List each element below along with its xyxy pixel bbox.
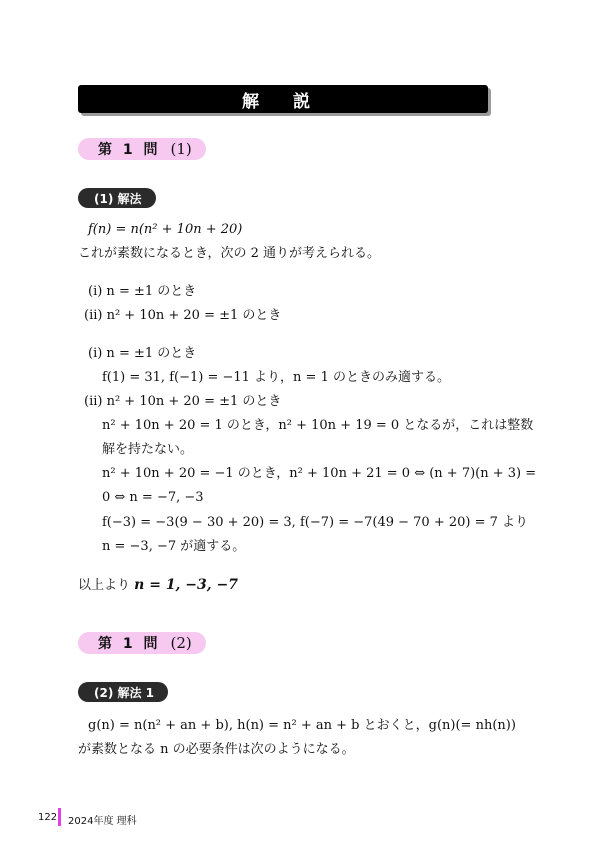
page-number: 122 [38, 812, 58, 823]
text-line: 0 ⇔ n = −7, −3 [102, 490, 204, 505]
section-part: (1) [170, 140, 192, 158]
text-line: g(n) = n(n² + an + b), h(n) = n² + an + b とおくと，g(n)(= nh(n)) [88, 718, 516, 733]
case-item: (ii) n² + 10n + 20 = ±1 のとき [84, 308, 282, 323]
section-label: 第 1 問 [98, 142, 161, 158]
section-heading-1-2 [78, 632, 206, 654]
case-item: (i) n = ±1 のとき [88, 284, 197, 299]
text-line: f(−3) = −3(9 − 30 + 20) = 3, f(−7) = −7(49 − 70 + 20) = 7 より [102, 515, 529, 530]
text-line: が素数となる n の必要条件は次のようになる。 [78, 742, 355, 757]
method-label-1: (1) 解法 [78, 188, 156, 208]
section-heading-1-1 [78, 138, 206, 160]
page-title: 解 説 [78, 85, 488, 113]
text-line: n = −3, −7 が適する。 [102, 539, 246, 554]
text-line: n² + 10n + 20 = 1 のとき，n² + 10n + 19 = 0 となるが，これは整数 [102, 418, 534, 433]
footer-divider [58, 808, 61, 826]
case-heading: (ii) n² + 10n + 20 = ±1 のとき [84, 394, 282, 409]
text-line: これが素数になるとき，次の 2 通りが考えられる。 [78, 246, 381, 261]
section-part: (2) [170, 634, 192, 652]
section-label: 第 1 問 [98, 636, 161, 652]
text-line: 解を持たない。 [102, 442, 194, 457]
equation-f: f(n) = n(n² + 10n + 20) [88, 222, 243, 237]
conclusion [78, 577, 238, 594]
conclusion-prefix: 以上より [78, 578, 131, 593]
text-line: f(1) = 31, f(−1) = −11 より，n = 1 のときのみ適する。 [102, 370, 450, 385]
final-answer: n = 1, −3, −7 [134, 577, 238, 593]
case-heading: (i) n = ±1 のとき [88, 346, 197, 361]
footer-title: 2024年度 理科 [68, 816, 137, 827]
method-label-2: (2) 解法 1 [78, 682, 168, 702]
text-line: n² + 10n + 20 = −1 のとき，n² + 10n + 21 = 0 ⇔ (n + 7)(n + 3) = [102, 466, 537, 481]
